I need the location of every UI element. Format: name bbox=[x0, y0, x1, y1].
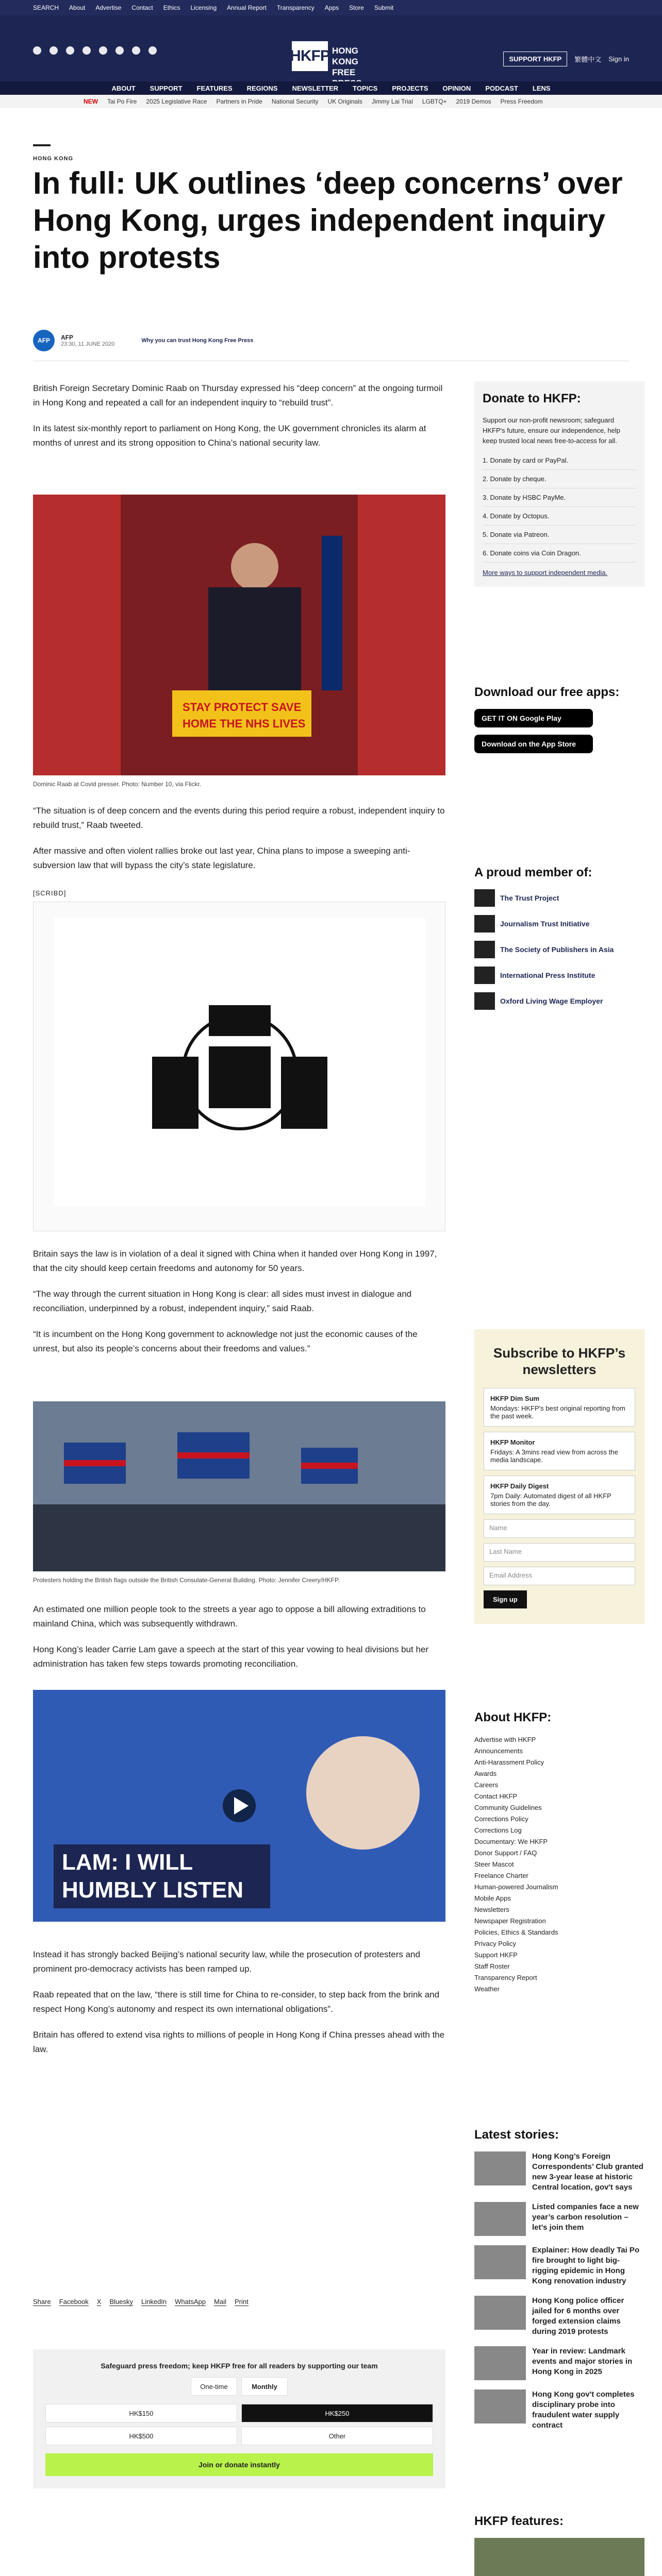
about-link[interactable]: Announcements bbox=[474, 1747, 523, 1755]
share-link[interactable]: Facebook bbox=[59, 2298, 89, 2306]
protest-photo bbox=[33, 1401, 445, 1571]
publish-date: 23:30, 11 JUNE 2020 bbox=[61, 341, 115, 347]
about-link[interactable]: Contact HKFP bbox=[474, 1792, 518, 1800]
article-body-1 bbox=[33, 381, 445, 462]
threads-icon[interactable] bbox=[82, 46, 91, 55]
newsletter-desc: Fridays: A 3mins read view from across the media landscape. bbox=[490, 1448, 618, 1464]
about-title: About HKFP: bbox=[474, 1710, 552, 1724]
newsletter-desc: 7pm Daily: Automated digest of all HKFP stories from the day. bbox=[490, 1492, 611, 1507]
topbar-link[interactable]: Apps bbox=[324, 4, 339, 11]
tier-other[interactable]: Other bbox=[241, 2427, 433, 2445]
paragraph: After massive and often violent rallies broke out last year, China plans to impose a sweeping anti-subversion law that will bypass the city’s state legislature. bbox=[33, 846, 410, 870]
nav-item[interactable]: SUPPORT bbox=[150, 84, 183, 92]
nav-item[interactable]: PROJECTS bbox=[392, 84, 428, 92]
photo-caption: Dominic Raab at Covid presser. Photo: Number 10, via Flickr. bbox=[33, 781, 202, 788]
instagram-icon[interactable] bbox=[66, 46, 74, 55]
story-title[interactable]: Listed companies face a new year’s carbon resolution – let’s join them bbox=[532, 2202, 639, 2232]
share-link[interactable]: X bbox=[96, 2298, 102, 2306]
newsletter-option[interactable] bbox=[484, 1432, 635, 1470]
newsletter-name: HKFP Monitor bbox=[490, 1438, 535, 1446]
newsletter-option[interactable] bbox=[484, 1388, 635, 1427]
name-field[interactable]: Name bbox=[484, 1519, 635, 1538]
about-link[interactable]: Anti-Harassment Policy bbox=[474, 1758, 544, 1766]
email-field[interactable]: Email Address bbox=[484, 1567, 635, 1585]
trending-item[interactable]: 2019 Demos bbox=[456, 98, 491, 105]
latest-story[interactable] bbox=[474, 2389, 644, 2431]
donate-option[interactable]: 2. Donate by cheque. bbox=[483, 470, 636, 488]
trending-item[interactable]: Press Freedom bbox=[500, 98, 543, 105]
about-link[interactable]: Weather bbox=[474, 1985, 500, 1993]
about-link[interactable]: Awards bbox=[474, 1770, 497, 1777]
site-header bbox=[0, 15, 662, 81]
topbar-link[interactable]: About bbox=[69, 4, 86, 11]
about-link[interactable]: Steer Mascot bbox=[474, 1860, 514, 1868]
about-link[interactable]: Policies, Ethics & Standards bbox=[474, 1928, 558, 1936]
about-link[interactable]: Mobile Apps bbox=[474, 1894, 511, 1902]
byline bbox=[33, 330, 253, 351]
member-logo[interactable] bbox=[474, 992, 644, 1010]
member-name: The Trust Project bbox=[500, 894, 559, 902]
hkfp-logo[interactable] bbox=[290, 41, 372, 77]
linkedin-icon[interactable] bbox=[115, 46, 124, 55]
apps-widget bbox=[474, 685, 644, 760]
signin-link[interactable]: Sign in bbox=[608, 55, 629, 63]
about-link[interactable]: Donor Support / FAQ bbox=[474, 1849, 537, 1857]
join-button[interactable]: Join or donate instantly bbox=[45, 2453, 433, 2476]
topbar-link[interactable]: Transparency bbox=[276, 4, 315, 11]
video-caption: LAM: I WILL HUMBLY LISTEN bbox=[54, 1844, 270, 1908]
nav-item[interactable]: FEATURES bbox=[196, 84, 233, 92]
trending-item[interactable]: Partners in Pride bbox=[216, 98, 262, 105]
article-body-4 bbox=[33, 1602, 445, 1683]
newsletter-option[interactable] bbox=[484, 1476, 635, 1514]
about-link[interactable]: Newsletters bbox=[474, 1906, 509, 1913]
article-body-2 bbox=[33, 804, 445, 884]
share-link[interactable]: Print bbox=[234, 2298, 249, 2306]
story-title[interactable]: Hong Kong gov't completes disciplinary probe into fraudulent water supply contract bbox=[532, 2390, 635, 2430]
uk-coat-of-arms bbox=[34, 902, 445, 1231]
donate-option[interactable]: 3. Donate by HSBC PayMe. bbox=[483, 488, 636, 507]
share-bar bbox=[33, 2298, 249, 2306]
telegram-icon[interactable] bbox=[148, 46, 157, 55]
story-thumbnail bbox=[474, 2296, 526, 2330]
member-icon bbox=[474, 889, 495, 907]
paragraph: British Foreign Secretary Dominic Raab on Thursday expressed his “deep concern” at the ongoing turmoil in Hong Kong and repeated a call for an independent inquiry to “rebuild trust”. bbox=[33, 383, 443, 408]
app-store-badge[interactable]: Download on the App Store bbox=[474, 735, 593, 753]
main-nav bbox=[0, 81, 662, 95]
share-link[interactable]: Mail bbox=[214, 2298, 226, 2306]
latest-story[interactable] bbox=[474, 2296, 644, 2337]
donate-option[interactable]: 5. Donate via Patreon. bbox=[483, 526, 636, 544]
share-link[interactable]: LinkedIn bbox=[141, 2298, 167, 2306]
share-link[interactable]: WhatsApp bbox=[175, 2298, 206, 2306]
feature-image bbox=[474, 2538, 644, 2576]
signup-button[interactable]: Sign up bbox=[484, 1590, 527, 1608]
about-link[interactable]: Advertise with HKFP bbox=[474, 1736, 536, 1743]
member-logo[interactable] bbox=[474, 967, 644, 984]
trending-bar bbox=[0, 95, 662, 108]
member-icon bbox=[474, 915, 495, 933]
story-thumbnail bbox=[474, 2389, 526, 2424]
story-thumbnail bbox=[474, 2346, 526, 2380]
newsletter-name: HKFP Daily Digest bbox=[490, 1482, 549, 1490]
features-widget bbox=[474, 2514, 644, 2576]
donate-widget bbox=[474, 381, 644, 587]
google-play-badge[interactable]: GET IT ON Google Play bbox=[474, 709, 593, 727]
svg-text:HOME THE NHS LIVES: HOME THE NHS LIVES bbox=[183, 717, 306, 730]
story-title[interactable]: Year in review: Landmark events and major stories in Hong Kong in 2025 bbox=[532, 2347, 633, 2376]
about-widget bbox=[474, 1710, 644, 1995]
paragraph: Instead it has strongly backed Beijing’s national security law, while the prosecution of protesters and prominent pro-democracy activists has been ramped up. bbox=[33, 1950, 420, 1974]
svg-text:STAY PROTECT SAVE: STAY PROTECT SAVE bbox=[183, 701, 302, 714]
about-link[interactable]: Community Guidelines bbox=[474, 1804, 542, 1811]
topbar-link[interactable]: Store bbox=[349, 4, 364, 11]
latest-title: Latest stories: bbox=[474, 2128, 559, 2142]
logo-mark: HKFP bbox=[292, 41, 328, 71]
paragraph: Hong Kong’s leader Carrie Lam gave a speech at the start of this year vowing to heal divisions but her administration has taken few steps towards promoting reconciliation. bbox=[33, 1645, 429, 1669]
latest-widget bbox=[474, 2128, 644, 2440]
trending-item[interactable]: LGBTQ+ bbox=[422, 98, 447, 105]
story-thumbnail bbox=[474, 2151, 526, 2185]
tab-one-time[interactable]: One-time bbox=[191, 2377, 237, 2396]
story-thumbnail bbox=[474, 2245, 526, 2279]
member-icon bbox=[474, 967, 495, 984]
logo-text: HONG KONG FREE bbox=[332, 46, 358, 77]
about-link[interactable]: Human-powered Journalism bbox=[474, 1883, 558, 1891]
member-logo[interactable] bbox=[474, 915, 644, 933]
member-logo[interactable] bbox=[474, 889, 644, 907]
nav-item[interactable]: LENS bbox=[532, 84, 551, 92]
raab-photo-illustration bbox=[33, 495, 445, 775]
paragraph: In its latest six-monthly report to parliament on Hong Kong, the UK government chronicles its alarm at months of unrest and its strong opposition to China’s national security law. bbox=[33, 423, 426, 448]
donate-panel bbox=[33, 2349, 445, 2488]
newsletter-desc: Mondays: HKFP's best original reporting from the past week. bbox=[490, 1404, 625, 1420]
donate-options bbox=[483, 451, 636, 563]
author-avatar[interactable]: AFP bbox=[33, 330, 55, 351]
raab-photo bbox=[33, 495, 445, 775]
scribd-label: [SCRIBD] bbox=[33, 889, 67, 897]
donate-intro: Support our non-profit newsroom; safeguard HKFP's future, ensure our independence, help keep trusted local news free-to-access for all. bbox=[483, 416, 620, 445]
paragraph: Britain says the law is in violation of a deal it signed with China when it handed over Hong Kong in 1997, that the city should keep certain freedoms and autonomy for 50 years. bbox=[33, 1249, 437, 1273]
member-name: Journalism Trust Initiative bbox=[500, 920, 590, 928]
last-name-field[interactable]: Last Name bbox=[484, 1543, 635, 1562]
member-name: Oxford Living Wage Employer bbox=[500, 997, 603, 1005]
newsletter-widget bbox=[474, 1329, 644, 1624]
paragraph: “It is incumbent on the Hong Kong government to acknowledge not just the economic causes of the unrest, but also its people’s concerns about their freedoms and values.” bbox=[33, 1329, 418, 1353]
paragraph: An estimated one million people took to the streets a year ago to oppose a bill allowing extraditions to mainland China, which was subsequently withdrawn. bbox=[33, 1604, 426, 1629]
paragraph: “The way through the current situation in Hong Kong is clear: all sides must invest in dialogue and reconciliation, underpinned by a robust, independent inquiry,” said Raab. bbox=[33, 1289, 412, 1313]
trending-item[interactable]: Jimmy Lai Trial bbox=[371, 98, 413, 105]
topbar-link[interactable]: Annual Report bbox=[227, 4, 267, 11]
about-link[interactable]: Careers bbox=[474, 1781, 499, 1789]
about-link[interactable]: Staff Roster bbox=[474, 1962, 510, 1970]
article-body-3 bbox=[33, 1247, 445, 1367]
facebook-icon[interactable] bbox=[33, 46, 41, 55]
donate-title: Donate to HKFP: bbox=[483, 392, 581, 405]
trending-item[interactable]: UK Originals bbox=[327, 98, 362, 105]
donate-heading: Safeguard press freedom; keep HKFP free for all readers by supporting our team bbox=[101, 2362, 378, 2370]
member-logo[interactable] bbox=[474, 941, 644, 958]
story-thumbnail bbox=[474, 2202, 526, 2236]
topbar-link[interactable]: Advertise bbox=[95, 4, 122, 11]
article-title: In full: UK outlines ‘deep concerns’ over Hong Kong, urges independent inquiry into protests bbox=[33, 166, 623, 275]
nav-item[interactable]: OPINION bbox=[442, 84, 471, 92]
nav-item[interactable]: REGIONS bbox=[246, 84, 278, 92]
x-icon[interactable] bbox=[49, 46, 58, 55]
header-actions bbox=[503, 52, 629, 66]
trending-item[interactable]: Tai Po Fire bbox=[107, 98, 137, 105]
about-link[interactable]: Transparency Report bbox=[474, 1974, 537, 1981]
nav-item[interactable]: NEWSLETTER bbox=[292, 84, 339, 92]
new-label: NEW bbox=[84, 98, 98, 105]
topbar-link[interactable]: Contact bbox=[131, 4, 153, 11]
nav-item[interactable]: ABOUT bbox=[111, 84, 136, 92]
features-title: HKFP features: bbox=[474, 2514, 564, 2528]
search-link[interactable]: SEARCH bbox=[33, 4, 59, 11]
topbar-link[interactable]: Ethics bbox=[163, 4, 180, 11]
top-utility-bar bbox=[0, 0, 662, 15]
about-link[interactable]: Corrections Log bbox=[474, 1826, 522, 1834]
donate-option[interactable]: 1. Donate by card or PayPal. bbox=[483, 451, 636, 470]
story-title[interactable]: Hong Kong’s Foreign Correspondents’ Club granted new 3-year lease at historic Central location, gov't says bbox=[532, 2152, 643, 2192]
share-link[interactable]: Share bbox=[33, 2298, 51, 2306]
about-link[interactable]: Support HKFP bbox=[474, 1951, 518, 1959]
newsletter-title: Subscribe to HKFP’s newsletters bbox=[493, 1345, 626, 1377]
tier-150[interactable]: HK$150 bbox=[45, 2404, 237, 2422]
scribd-embed[interactable] bbox=[33, 902, 445, 1231]
trending-item[interactable]: National Security bbox=[271, 98, 319, 105]
story-title[interactable]: Hong Kong police officer jailed for 6 months over forged extension claims during 2019 protests bbox=[532, 2296, 624, 2336]
whatsapp-icon[interactable] bbox=[132, 46, 140, 55]
about-link[interactable]: Privacy Policy bbox=[474, 1940, 516, 1947]
newsletter-name: HKFP Dim Sum bbox=[490, 1395, 540, 1402]
article-header bbox=[33, 144, 456, 162]
article-body-5 bbox=[33, 1947, 445, 2068]
topbar-link[interactable]: Licensing bbox=[190, 4, 217, 11]
paragraph: Raab repeated that on the law, “there is still time for China to re-consider, to step back from the brink and respect Hong Kong’s autonomy and respect its own international obligations”. bbox=[33, 1990, 440, 2014]
social-icons bbox=[33, 46, 157, 55]
share-link[interactable]: Bluesky bbox=[109, 2298, 133, 2306]
support-button[interactable]: SUPPORT HKFP bbox=[503, 52, 567, 66]
member-name: The Society of Publishers in Asia bbox=[500, 945, 614, 954]
member-icon bbox=[474, 941, 495, 958]
paragraph: “The situation is of deep concern and the events during this period require a robust, independent inquiry to rebuild trust,” Raab tweeted. bbox=[33, 806, 445, 830]
video-embed[interactable] bbox=[33, 1690, 445, 1922]
paragraph: Britain has offered to extend visa rights to millions of people in Hong Kong if China presses ahead with the law. bbox=[33, 2030, 445, 2054]
donate-option[interactable]: 6. Donate coins via Coin Dragon. bbox=[483, 544, 636, 563]
tier-250[interactable]: HK$250 bbox=[241, 2404, 433, 2422]
youtube-icon[interactable] bbox=[99, 46, 107, 55]
about-link[interactable]: Documentary: We HKFP bbox=[474, 1838, 548, 1845]
nav-item[interactable]: TOPICS bbox=[353, 84, 378, 92]
donate-tiers bbox=[45, 2404, 433, 2445]
tab-monthly[interactable]: Monthly bbox=[241, 2377, 288, 2396]
photo-caption: Protesters holding the British flags outside the British Consulate-General Building. Photo: Jennifer Creery/HKFP. bbox=[33, 1577, 340, 1584]
latest-story[interactable] bbox=[474, 2245, 644, 2286]
author-name[interactable]: AFP bbox=[61, 334, 73, 341]
member-name: International Press Institute bbox=[500, 971, 595, 979]
member-icon bbox=[474, 992, 495, 1010]
language-link[interactable]: 繁體中文 bbox=[574, 56, 602, 63]
members-widget bbox=[474, 866, 644, 1018]
donate-tabs bbox=[45, 2377, 433, 2396]
apps-title: Download our free apps: bbox=[474, 685, 620, 699]
nav-item[interactable]: PODCAST bbox=[485, 84, 518, 92]
donate-option[interactable]: 4. Donate by Octopus. bbox=[483, 507, 636, 526]
story-title[interactable]: Explainer: How deadly Tai Po fire brought to light big-rigging epidemic in Hong Kong renovation industry bbox=[532, 2246, 640, 2285]
tier-500[interactable]: HK$500 bbox=[45, 2427, 237, 2445]
latest-story[interactable] bbox=[474, 2151, 644, 2193]
protest-photo-illustration bbox=[33, 1401, 445, 1571]
trending-item[interactable]: 2025 Legislative Race bbox=[146, 98, 207, 105]
about-link[interactable]: Corrections Policy bbox=[474, 1815, 528, 1823]
category-rule bbox=[33, 144, 51, 146]
feature-story[interactable] bbox=[474, 2538, 644, 2576]
about-link[interactable]: Newspaper Registration bbox=[474, 1917, 546, 1925]
category-label[interactable]: HONG KONG bbox=[33, 156, 74, 162]
more-ways-link[interactable]: More ways to support independent media. bbox=[483, 569, 608, 577]
trust-link[interactable]: Why you can trust Hong Kong Free Press bbox=[141, 337, 254, 344]
about-link[interactable]: Freelance Charter bbox=[474, 1872, 528, 1879]
topbar-link[interactable]: Submit bbox=[374, 4, 394, 11]
latest-story[interactable] bbox=[474, 2346, 644, 2380]
latest-story[interactable] bbox=[474, 2202, 644, 2236]
members-title: A proud member of: bbox=[474, 866, 592, 879]
